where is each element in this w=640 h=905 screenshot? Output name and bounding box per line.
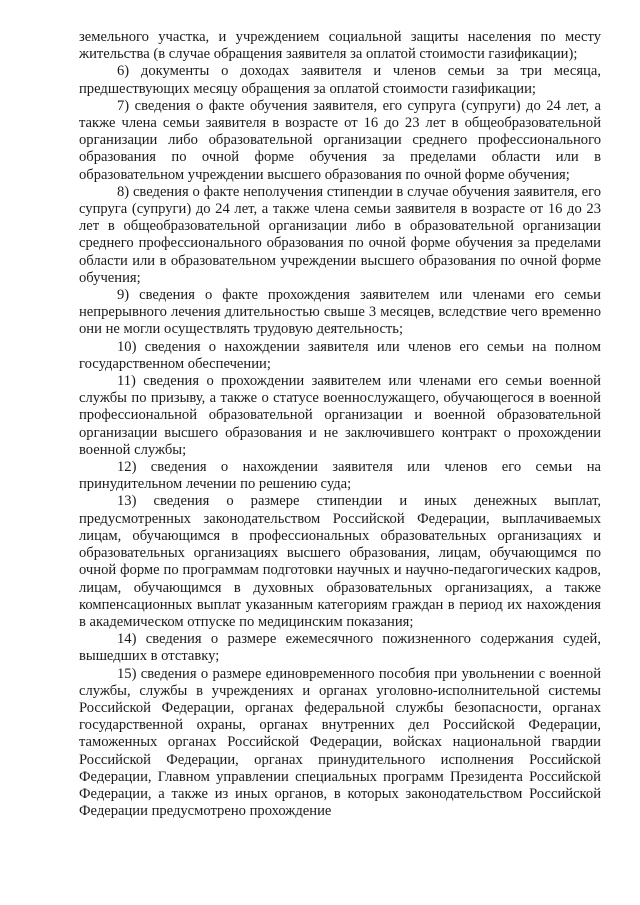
paragraph-item-10: 10) сведения о нахождении заявителя или членов его семьи на полном государственном обеспечении; <box>79 338 601 372</box>
paragraph-item-15: 15) сведения о размере единовременного пособия при увольнении с военной службы, службы в учреждениях и органах уголовно-исполнительной системы Российской Федерации, органах федеральной службы безопасности, органах государственной охраны, органах внутренних дел Российской Федерации, таможенных органах Российской Федерации, войсках национальной гвардии Российской Федерации, органах принудительного исполнения Российской Федерации, Главном управлении специальных программ Президента Российской Федерации, а также из иных органов, в которых законодательством Российской Федерации предусмотрено прохождение <box>79 665 601 820</box>
paragraph-item-11: 11) сведения о прохождении заявителем или членами его семьи военной службы по призыву, а также о статусе военнослужащего, обучающегося в военной профессиональной образовательной организации и военной образовательной организации высшего образования и не заключившего контракт о прохождении военной службы; <box>79 373 601 458</box>
paragraph-item-13: 13) сведения о размере стипендии и иных денежных выплат, предусмотренных законодательством Российской Федерации, выплачиваемых лицам, обучающимся в профессиональных образовательных организациях и образовательных организациях высшего образования, лицам, обучающимся по очной форме по программам подготовки научных и научно-педагогических кадров, лицам, обучающимся в духовных образовательных организациях, а также компенсационных выплат указанным категориям граждан в период их нахождения в академическом отпуске по медицинским показания; <box>79 493 601 630</box>
paragraph-item-12: 12) сведения о нахождении заявителя или членов его семьи на принудительном лечении по решению суда; <box>79 459 601 493</box>
paragraph-item-6: 6) документы о доходах заявителя и членов семьи за три месяца, предшествующих месяцу обращения за оплатой стоимости газификации; <box>79 63 601 97</box>
paragraph-item-9: 9) сведения о факте прохождения заявителем или членами его семьи непрерывного лечения длительностью свыше 3 месяцев, вследствие чего временно они не могли осуществлять трудовую деятельность; <box>79 287 601 338</box>
paragraph-item-8: 8) сведения о факте неполучения стипендии в случае обучения заявителя, его супруга (супруги) до 24 лет, а также члена семьи заявителя в возрасте от 16 до 23 лет в общеобразовательной организации либо в образовательной организации среднего профессионального образования по очной форме обучения за пределами области или в образовательном учреждении высшего образования по очной форме обучения; <box>79 183 601 286</box>
paragraph-item-14: 14) сведения о размере ежемесячного пожизненного содержания судей, вышедших в отставку; <box>79 631 601 665</box>
paragraph-continuation: земельного участка, и учреждением социальной защиты населения по месту жительства (в случае обращения заявителя за оплатой стоимости газификации); <box>79 29 601 63</box>
document-body <box>79 29 601 820</box>
paragraph-item-7: 7) сведения о факте обучения заявителя, его супруга (супруги) до 24 лет, а также члена семьи заявителя в возрасте от 16 до 23 лет в общеобразовательной организации либо образовательной организации среднего профессионального образования по очной форме обучения за пределами области или в образовательном учреждении высшего образования по очной форме обучения; <box>79 97 601 183</box>
